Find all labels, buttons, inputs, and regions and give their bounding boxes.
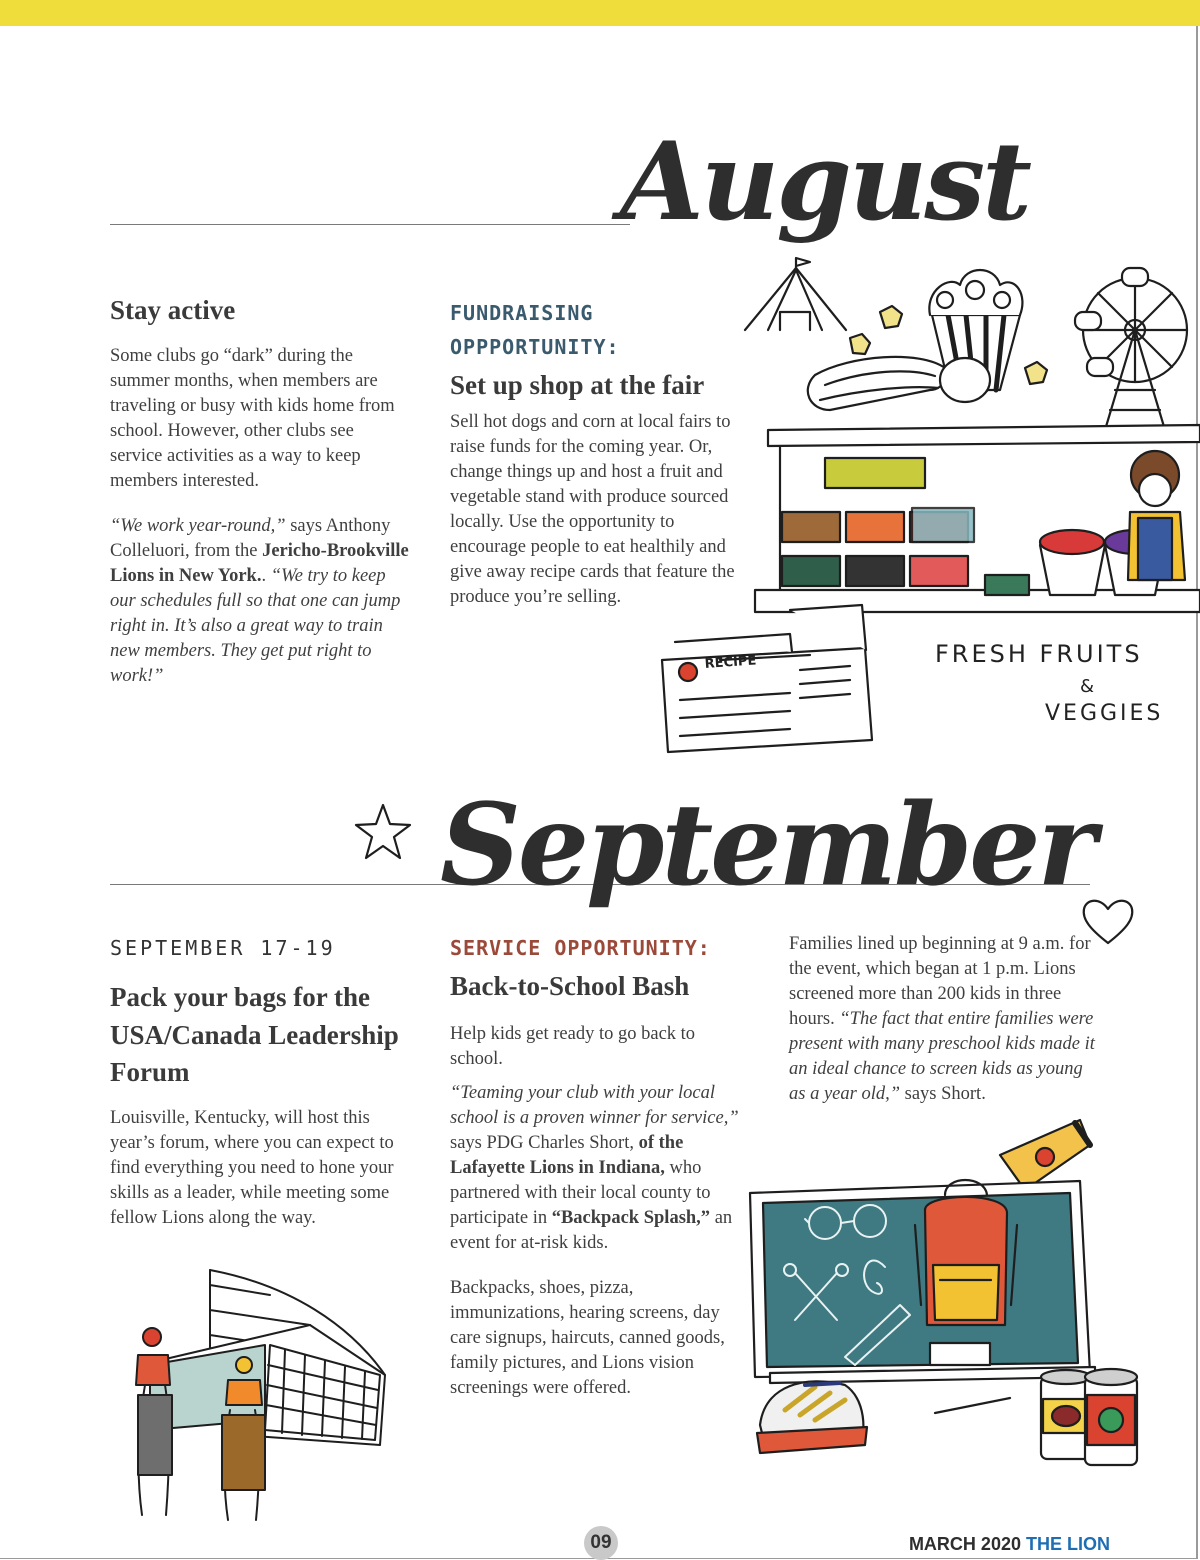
stay-active-heading: Stay active bbox=[110, 295, 236, 325]
quote-says: says Anthony Colleluori, from the bbox=[110, 516, 391, 561]
pencil-icon bbox=[935, 1398, 1010, 1413]
service-kicker: SERVICE OPPORTUNITY: bbox=[450, 936, 711, 960]
bash-end: an event for at-risk kids. bbox=[450, 1208, 733, 1253]
bash-intro: Help kids get ready to go back to school. bbox=[450, 1024, 696, 1069]
bash-stats-end: says Short. bbox=[900, 1084, 986, 1104]
sneaker-icon bbox=[757, 1381, 867, 1453]
back-to-school-illustration bbox=[745, 1115, 1145, 1515]
bash-heading: Back-to-School Bash bbox=[450, 971, 690, 1001]
backpack-splash: “Backpack Splash,” bbox=[551, 1208, 711, 1228]
bash-stats-paragraph bbox=[789, 932, 1099, 1107]
horse-jockey-icon bbox=[222, 1357, 265, 1520]
sign-line-2: VEGGIES bbox=[1045, 701, 1164, 726]
fundraising-kicker-2: OPPPORTUNITY: bbox=[450, 335, 620, 359]
page-number: 09 bbox=[584, 1526, 618, 1560]
bash-quote-paragraph bbox=[450, 1081, 740, 1256]
magazine-name: THE LION bbox=[1026, 1534, 1110, 1554]
circus-tent-icon bbox=[745, 258, 846, 330]
forum-date-kicker: SEPTEMBER 17-19 bbox=[110, 936, 336, 960]
club-name: Jericho-Brookville Lions in New York. bbox=[110, 541, 409, 586]
bash-mid: who partnered with their local county to participate in bbox=[450, 1158, 711, 1228]
horse-jockey-icon bbox=[136, 1328, 172, 1515]
fair-paragraph: Sell hot dogs and corn at local fairs to raise funds for the coming year. Or, change things up and host a fruit and vegetable stand with produce sourced locally. Use the opportunity to encourage people to eat healthily and give away recipe cards that feature the produce you’re selling. bbox=[450, 412, 735, 607]
august-title: August bbox=[620, 119, 1030, 245]
forum-body bbox=[110, 1106, 410, 1231]
forum-heading: Pack your bags for the USA/Canada Leadership Forum bbox=[110, 982, 399, 1087]
ferris-wheel-icon bbox=[1075, 268, 1187, 430]
produce-stand-icon bbox=[755, 425, 1200, 612]
sign-line-1: FRESH FRUITS bbox=[935, 640, 1143, 668]
quote-rest: “We try to keep our schedules full so that one can jump right in. It’s also a great way to train new members. They get put right to work!” bbox=[110, 566, 401, 686]
bash-quote: “Teaming your club with your local school is a proven winner for service,” bbox=[450, 1083, 739, 1128]
bash-stats-lead: Families lined up beginning at 9 a.m. for the event, which began at 1 p.m. Lions screened more than 200 kids in three hours. bbox=[789, 934, 1091, 1029]
lafayette-club: of the Lafayette Lions in Indiana, bbox=[450, 1133, 684, 1178]
stay-active-paragraph: Some clubs go “dark” during the summer months, when members are traveling or busy with kids home from school. However, other clubs see service activities as a way to keep members interested. bbox=[110, 346, 395, 491]
fair-stand-illustration bbox=[650, 250, 1200, 760]
recipe-label: RECIPE bbox=[704, 653, 757, 672]
star-icon bbox=[352, 802, 414, 864]
recipe-box-icon bbox=[662, 605, 872, 752]
canned-goods-icon bbox=[1041, 1369, 1137, 1465]
sign-amp: & bbox=[1080, 676, 1095, 697]
bash-offerings: Backpacks, shoes, pizza, immunizations, hearing screens, day care signups, haircuts, canned goods, family pictures, and Lions vision screenings were offered. bbox=[450, 1278, 725, 1398]
hotdog-icon bbox=[808, 357, 947, 410]
quote-open: “We work year-round,” bbox=[110, 516, 286, 536]
stay-active-body bbox=[110, 344, 410, 689]
bash-body bbox=[450, 1022, 740, 1401]
stay-active-quote bbox=[110, 514, 410, 689]
issue-date: MARCH 2020 bbox=[908, 1534, 1021, 1554]
issue-footer bbox=[909, 1534, 1110, 1555]
september-title: September bbox=[440, 780, 1094, 911]
top-accent-bar bbox=[0, 0, 1200, 26]
bash-stats-quote: “The fact that entire families were present with many preschool kids made it an ideal chance to screen kids as young as a year old,” bbox=[789, 1009, 1095, 1104]
louisville-illustration bbox=[110, 1265, 410, 1527]
bash-says: says PDG Charles Short, bbox=[450, 1133, 639, 1153]
fair-heading: Set up shop at the fair bbox=[450, 370, 705, 400]
forum-paragraph: Louisville, Kentucky, will host this year’s forum, where you can expect to find everything you need to hone your skills as a leader, while meeting some fellow Lions along the way. bbox=[110, 1108, 394, 1228]
bash-body-cont bbox=[789, 932, 1099, 1107]
fundraising-kicker-1: FUNDRAISING bbox=[450, 301, 594, 325]
quote-dot: . bbox=[261, 566, 271, 586]
august-rule bbox=[110, 224, 630, 225]
